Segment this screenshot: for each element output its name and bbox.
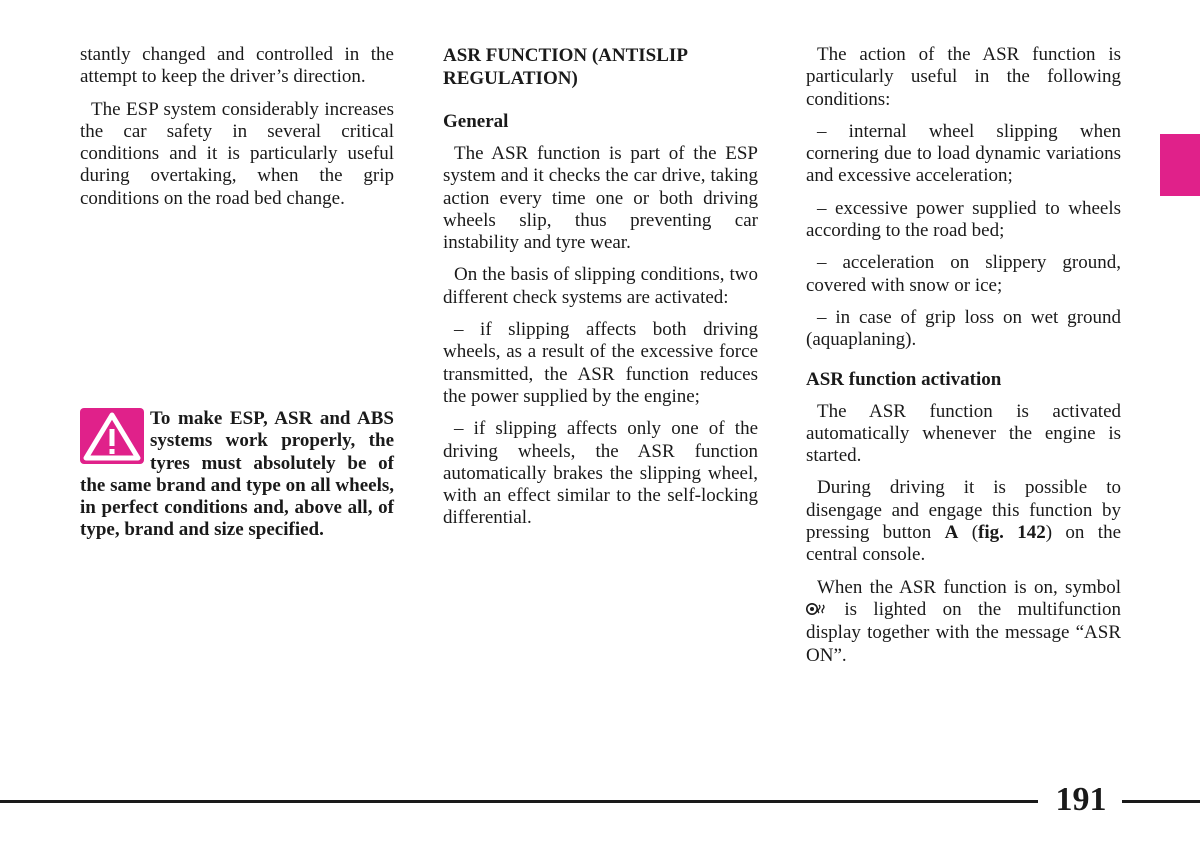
paragraph: – acceleration on slippery ground, covered with snow or ice; [806, 252, 1121, 296]
section-tab [1160, 134, 1200, 196]
paragraph: – if slipping affects only one of the driving wheels, the ASR function automatically brakes the slipping wheel, with an effect similar to the self-locking differential. [443, 418, 758, 529]
warning-triangle-icon [80, 408, 144, 464]
paragraph: – if slipping affects both driving wheels, as a result of the excessive force transmitted, the ASR function reduces the power supplied by the engine; [443, 319, 758, 407]
paragraph: The ASR function is part of the ESP system and it checks the car drive, taking action every time one or both driving wheels slip, thus preventing car instability and tyre wear. [443, 143, 758, 254]
paragraph: When the ASR function is on, symbol is lighted on the multifunction display together with the message “ASR ON”. [806, 576, 1121, 666]
figure-reference: fig. 142 [978, 522, 1046, 544]
column-1 [80, 44, 394, 220]
button-reference: A [944, 522, 959, 544]
paragraph: On the basis of slipping conditions, two different check systems are activated: [443, 264, 758, 308]
subheading: General [443, 111, 509, 132]
column-2 [443, 44, 758, 540]
footer-rule-right [1122, 800, 1200, 803]
paragraph: During driving it is possible to disengage and engage this function by pressing button A (fig. 142) on the central console. [806, 477, 1122, 566]
paragraph: The ASR function is activated automatically whenever the engine is started. [806, 400, 1121, 467]
warning-text: To make ESP, ASR and ABS systems work properly, the tyres must absolutely be of the same brand and type on all wheels, in perfect conditions and, above all, of type, brand and size specified. [80, 408, 394, 541]
asr-symbol-icon [806, 602, 828, 619]
column-3 [806, 44, 1121, 677]
paragraph: – internal wheel slipping when cornering due to load dynamic variations and excessive acceleration; [806, 120, 1121, 187]
subheading: ASR function activation [806, 368, 1002, 390]
page-number: 191 [1055, 781, 1107, 818]
footer-rule-left [0, 800, 1038, 803]
paragraph: – in case of grip loss on wet ground (aquaplaning). [806, 306, 1121, 351]
paragraph: The ESP system considerably increases the car safety in several critical conditions and it is particularly useful during overtaking, when the grip conditions on the road bed change. [80, 98, 394, 209]
paragraph: The action of the ASR function is particularly useful in the following conditions: [806, 44, 1121, 110]
warning-box [80, 408, 394, 542]
section-heading: ASR FUNCTION (ANTISLIP REGULATION) [443, 45, 687, 89]
paragraph: stantly changed and controlled in the attempt to keep the driver’s direction. [80, 44, 394, 88]
paragraph: – excessive power supplied to wheels according to the road bed; [806, 197, 1121, 242]
